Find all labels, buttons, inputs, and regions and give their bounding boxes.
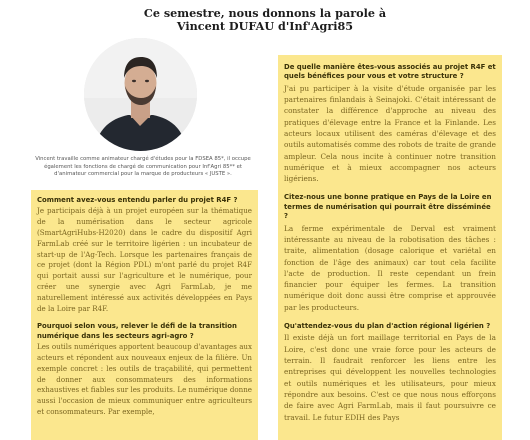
answer-text: J'ai pu participer à la visite d'étude organisée par les partenaires finlandais à Seinajoki. C'était intéressant de constater la différence d'approche au niveau des pratiques d'élevage entre la France et la Finlande. Les acteurs locaux utilisent des caméras d'élevage et des outils automatisés comme des robots de traite de grande ampleur. Cela nous incite à continuer notre transition numérique et à mieux accompagner nos acteurs ligériens. xyxy=(284,83,496,184)
question-heading: Qu'attendez-vous du plan d'action régional ligérien ? xyxy=(284,322,491,331)
page-headline xyxy=(0,7,530,32)
portrait-photo xyxy=(84,38,197,151)
question-heading: Citez-nous une bonne pratique en Pays de la Loire en termes de numérisation qui pourrait être disséminée ? xyxy=(284,193,492,221)
answer-text: Les outils numériques apportent beaucoup d'avantages aux acteurs et répondent aux nouveaux enjeux de la filière. Un exemple concret : les outils de traçabilité, qui permettent de donner aux consommateurs des informations exhaustives et fiables sur les produits. Le numérique donne aussi l'occasion de mieux communiquer entre agriculteurs et consommateurs. Par exemple, xyxy=(37,342,252,416)
question-heading: Comment avez-vous entendu parler du projet R4F ? xyxy=(37,196,238,204)
portrait-illustration xyxy=(84,38,197,151)
answer-text: Je participais déjà à un projet européen sur la thématique de la numérisation dans le secteur agricole (SmartAgriHubs-H2020) dans le cadre du dispositif Agri FarmLab créé sur le territoire ligérien : un incubateur de start-up de l'Ag-Tech. Lorsque les partenaires français de ce projet (dont la Région PDL) m'ont parlé du projet R4F qui portait aussi sur l'agriculture et le numérique, pour créer une synergie avec Agri FarmLab, je me naturellement intéressé aux activités développées en Pays de la Loire par R4F. xyxy=(37,206,252,313)
qa-block xyxy=(37,196,252,314)
headline-line-2: Vincent DUFAU d'Inf'Agri85 xyxy=(176,18,354,33)
qa-block xyxy=(284,63,496,184)
question-heading: De quelle manière êtes-vous associés au projet R4F et quels bénéfices pour vous et votre structure ? xyxy=(284,63,496,81)
qa-block xyxy=(284,322,496,423)
qa-block xyxy=(37,322,252,417)
interview-column-right xyxy=(278,55,502,440)
question-heading: Pourquoi selon vous, relever le défi de la transition numérique dans les secteurs agri-agro ? xyxy=(37,322,237,340)
portrait-caption: Vincent travaille comme animateur chargé d'études pour la FDSEA 85*, il occupe également les fonctions de chargé de communication pour Inf'Agri 85** et d'animateur commercial pour la marque de producteurs « JUSTE ». xyxy=(35,156,251,178)
qa-block xyxy=(284,193,496,313)
answer-text: La ferme expérimentale de Derval est vraiment intéressante au niveau de la robotisation des tâches : traite, alimentation (dosage calorique et variétal en fonction de l'âge des animaux) car tout cela facilite l'acte de production. Il reste cependant un frein financier pour équiper les fermes. La transition numérique doit donc aussi être comprise et approuvée par les producteurs. xyxy=(284,223,496,312)
headline-line-1: Ce semestre, nous donnons la parole à xyxy=(143,6,387,20)
interview-column-left xyxy=(31,190,258,440)
answer-text: Il existe déjà un fort maillage territorial en Pays de la Loire, c'est donc une vraie force pour les acteurs de terrain. Il faudrait renforcer les liens entre les entreprises qui développent les nouvelles technologies et outils numériques et les utilisateurs, pour mieux répondre aux besoins. C'est ce que nous nous efforçons de faire avec Agri FarmLab, mais il faut poursuivre ce travail. Le futur EDIH des Pays xyxy=(284,333,496,422)
